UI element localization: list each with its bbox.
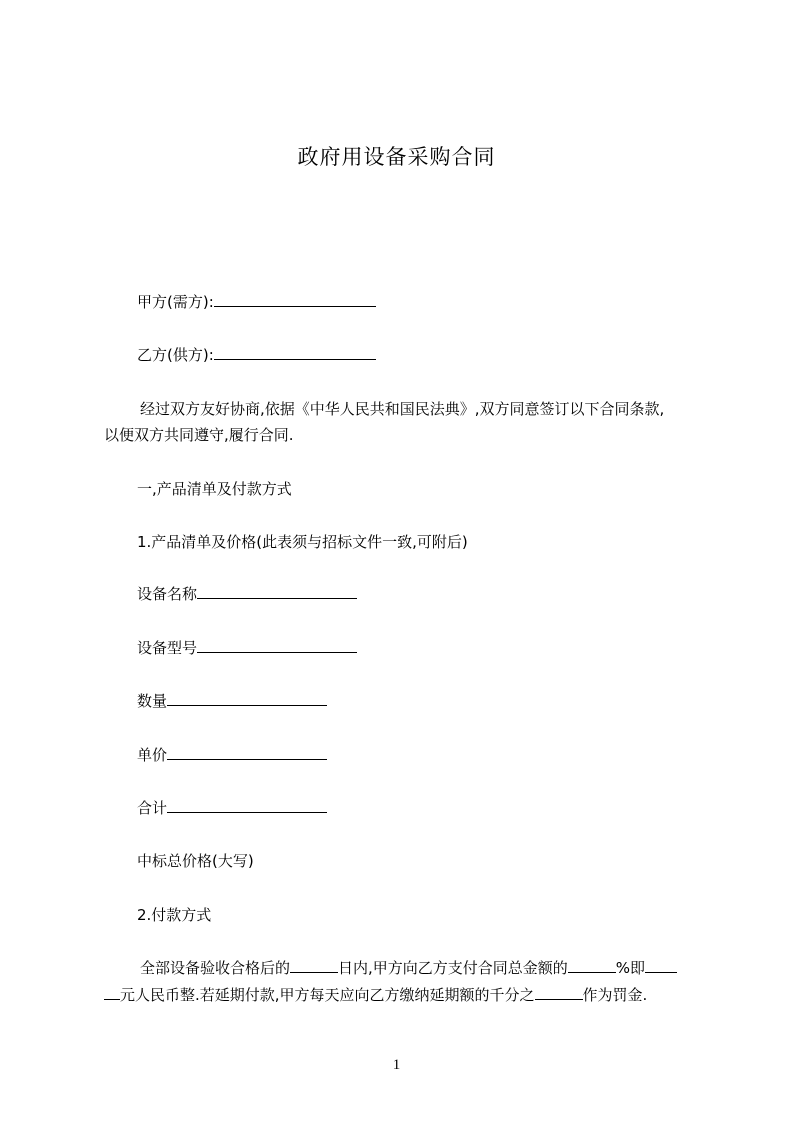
total-line: [137, 798, 327, 818]
total-label: 合计: [137, 799, 168, 817]
payment-text-2: 日内,甲方向乙方支付合同总金额的: [338, 959, 568, 977]
device-name-label: 设备名称: [137, 585, 198, 603]
section-1-heading: 一,产品清单及付款方式: [137, 480, 292, 498]
quantity-line: [137, 691, 327, 711]
intro-line-1: 经过双方友好协商,依据《中华人民共和国民法典》,双方同意签订以下合同条款,: [140, 400, 665, 418]
unit-price-blank: [167, 746, 327, 760]
party-b-line: [137, 345, 376, 365]
document-title: 政府用设备采购合同: [297, 145, 496, 169]
party-a-blank: [214, 293, 376, 307]
device-name-blank: [197, 585, 357, 599]
total-blank: [167, 799, 327, 813]
payment-days-blank: [290, 959, 338, 973]
party-a-label: 甲方(需方):: [137, 293, 214, 311]
page-number: 1: [392, 1057, 401, 1073]
payment-amount-blank-end: [104, 986, 120, 1000]
party-b-label: 乙方(供方):: [137, 346, 214, 364]
device-model-label: 设备型号: [137, 639, 198, 657]
payment-text-3: %即: [615, 959, 646, 977]
payment-text-1: 全部设备验收合格后的: [140, 959, 291, 977]
quantity-blank: [167, 692, 327, 706]
penalty-rate-blank: [535, 986, 583, 1000]
party-b-blank: [214, 346, 376, 360]
quantity-label: 数量: [137, 692, 168, 710]
payment-text-5: 作为罚金.: [582, 986, 648, 1004]
bid-total-price-line: 中标总价格(大写): [137, 852, 254, 870]
payment-amount-blank-start: [645, 959, 677, 973]
payment-percent-blank: [568, 959, 616, 973]
intro-line-2: 以便双方共同遵守,履行合同.: [104, 426, 294, 444]
unit-price-label: 单价: [137, 746, 168, 764]
payment-text-4: 元人民币整.若延期付款,甲方每天应向乙方缴纳延期额的千分之: [120, 986, 535, 1004]
item-1-heading: 1.产品清单及价格(此表须与招标文件一致,可附后): [137, 533, 468, 551]
device-model-line: [137, 638, 357, 658]
payment-line-2: [104, 985, 647, 1005]
device-name-line: [137, 584, 357, 604]
payment-line-1: [140, 958, 677, 978]
party-a-line: [137, 292, 376, 312]
item-2-heading: 2.付款方式: [137, 906, 212, 924]
unit-price-line: [137, 745, 327, 765]
device-model-blank: [197, 639, 357, 653]
